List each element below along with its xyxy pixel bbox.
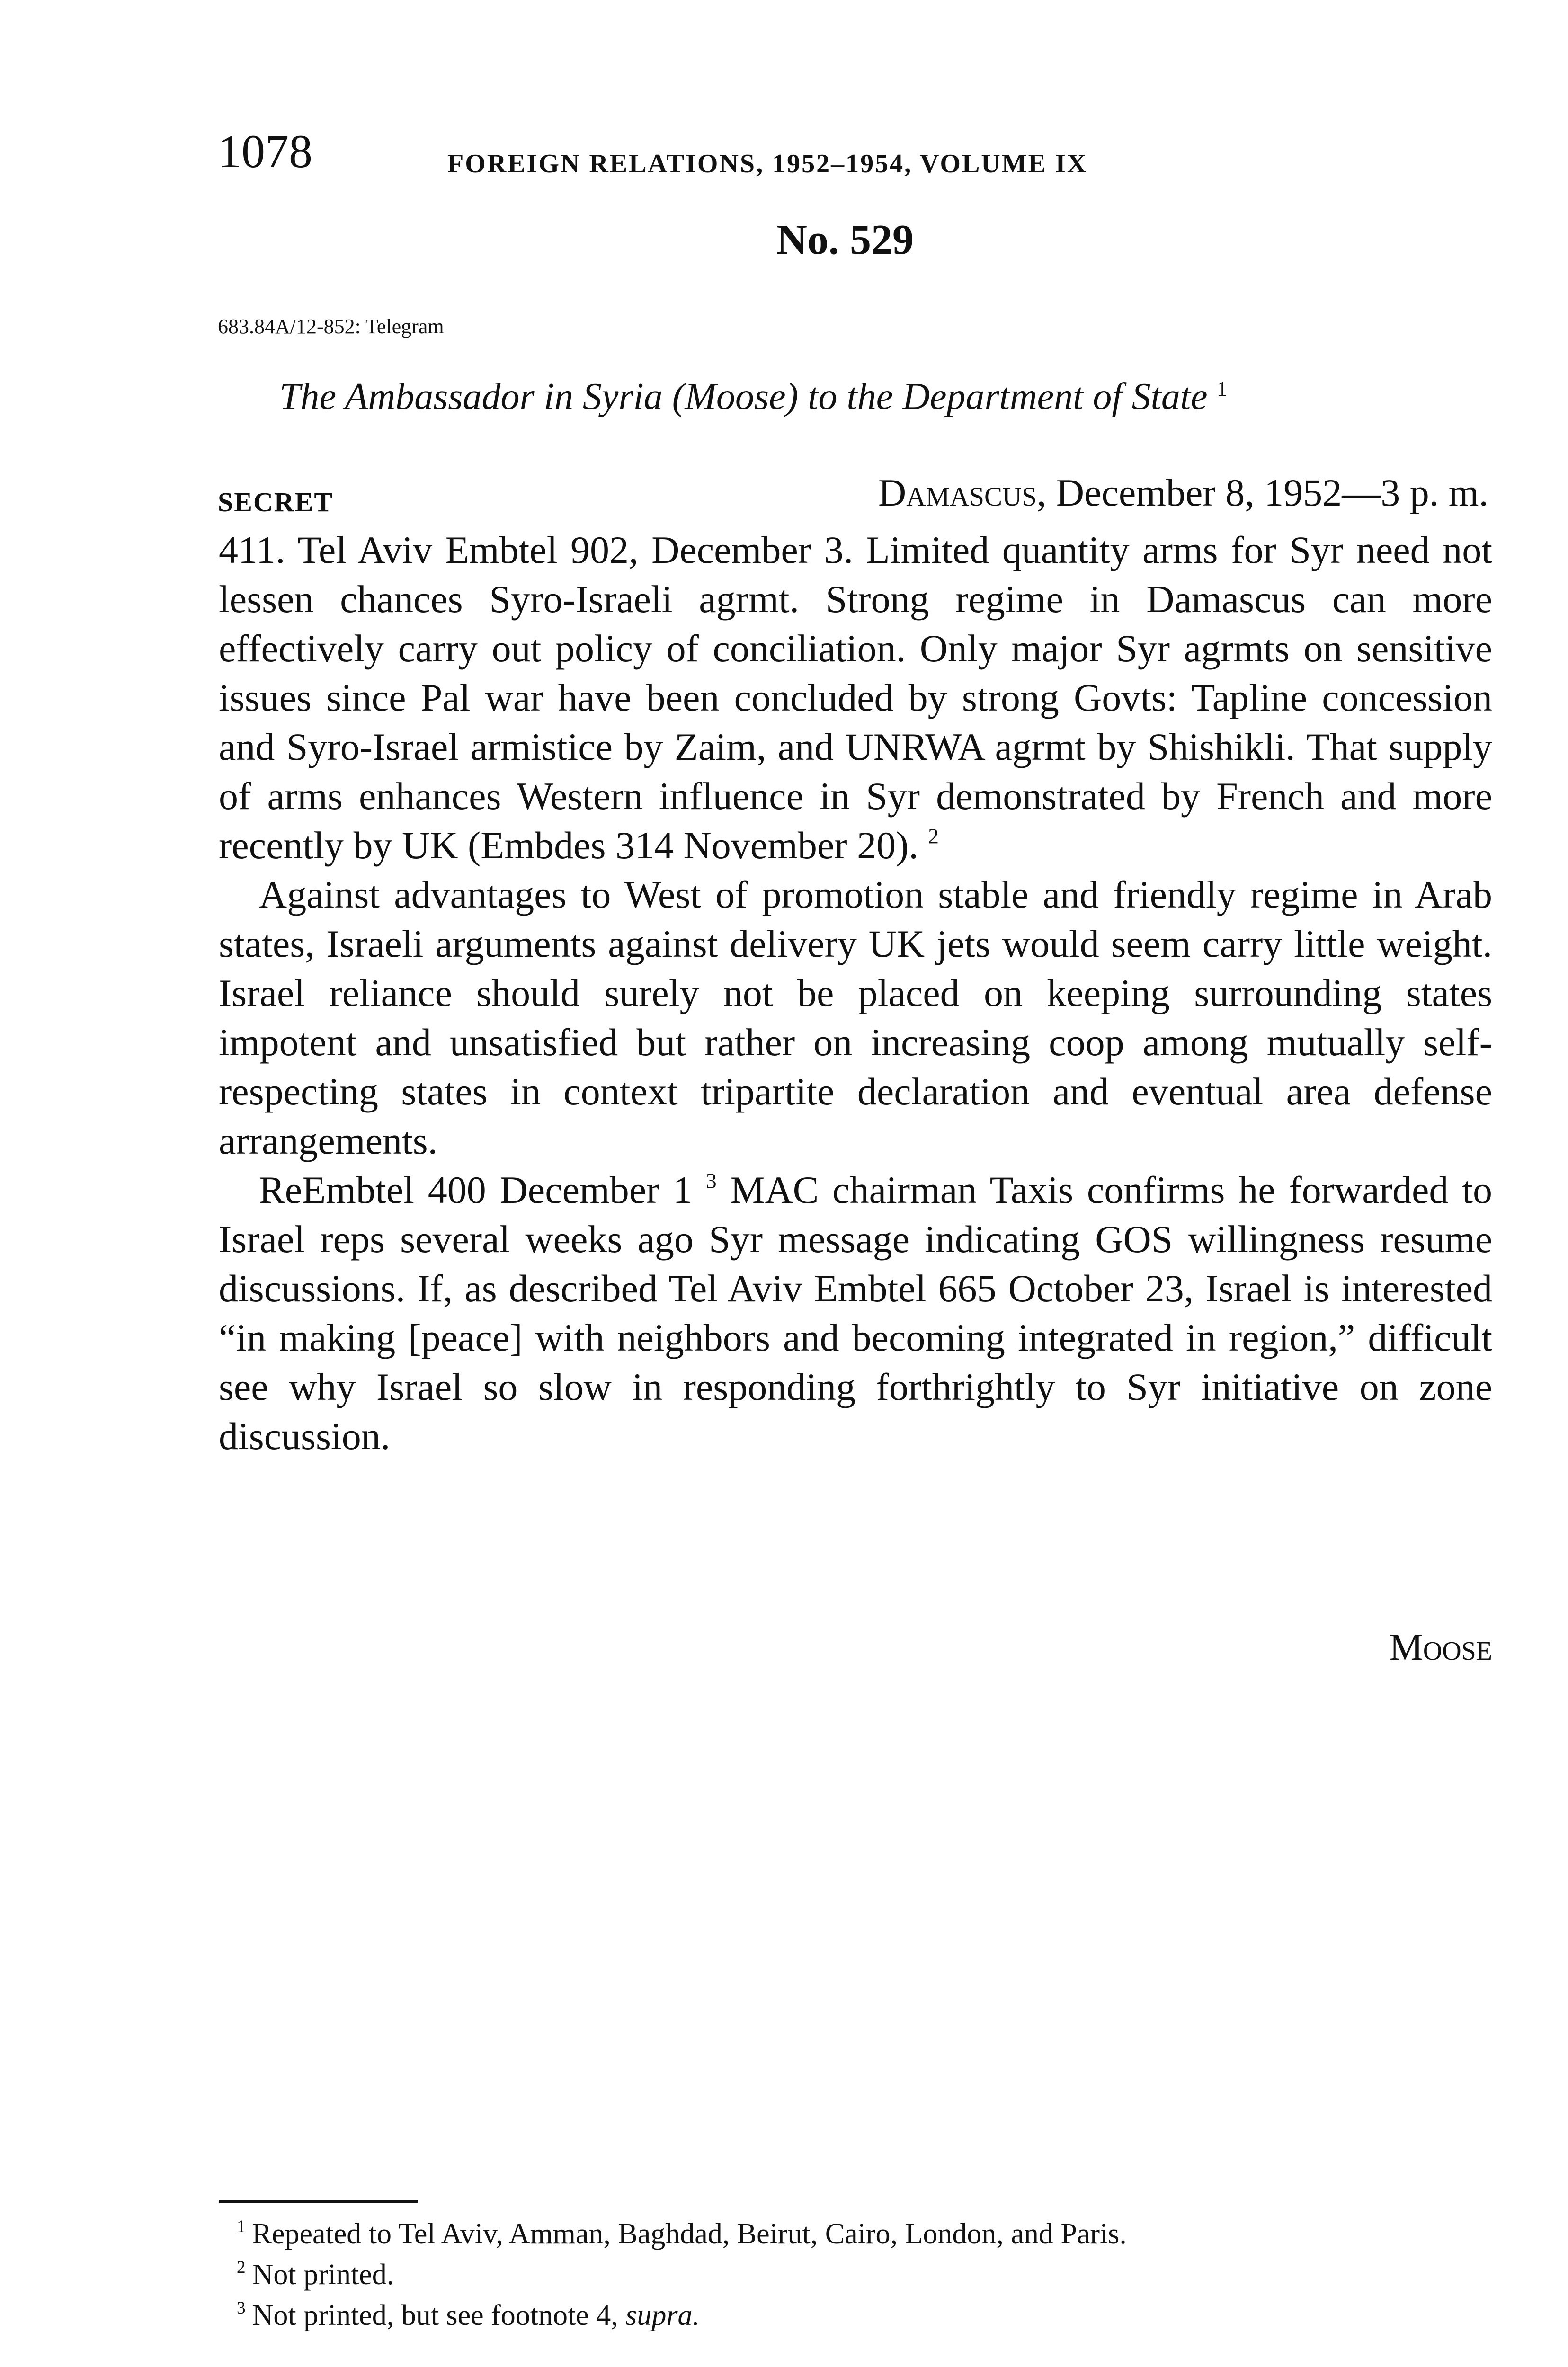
footnote-number: 2 [237,2257,246,2277]
paragraph-text: 411. Tel Aviv Embtel 902, December 3. Limited quantity arms for Syr need not lessen chances Syro-Israeli agrmt. Strong regime in Damascus can more effectively carry out policy of conciliation. Only major Syr agrmts on sensitive issues since Pal war have been concluded by strong Govts: Tapline concession and Syro-Israel armistice by Zaim, and UNRWA agrmt by Shishikli. That supply of arms enhances Western influence in Syr demonstrated by French and more recently by UK (Embdes 314 November 20). [219,528,1492,867]
file-reference: 683.84A/12-852: Telegram [218,315,444,338]
body-paragraph [219,525,1492,870]
body-paragraph [219,1166,1492,1461]
footnote-text: Repeated to Tel Aviv, Amman, Baghdad, Beirut, Cairo, London, and Paris. [252,2218,1127,2250]
footnote-text: Not printed, but see footnote 4, [252,2299,626,2331]
footnote-number: 3 [237,2298,246,2318]
classification-label: SECRET [218,487,334,517]
footnote [237,2254,1491,2295]
footnotes [237,2214,1491,2336]
place-date-line [878,473,1488,512]
signature: Moose [1389,1627,1492,1668]
footnote-ref: 3 [706,1169,717,1193]
paragraph-text: ReEmbtel 400 December 1 [259,1168,693,1211]
footnote-italic-text: supra. [625,2299,700,2331]
footnote-ref: 2 [928,824,939,848]
place-name: Damascus [878,471,1037,514]
date-time: , December 8, 1952—3 p. m. [1036,471,1488,514]
footnote [237,2295,1491,2336]
page-number: 1078 [218,125,312,178]
running-head: FOREIGN RELATIONS, 1952–1954, VOLUME IX [447,149,1088,178]
document-number: No. 529 [776,216,914,263]
title-footnote-ref: 1 [1217,377,1228,400]
paragraph-text: MAC chairman Taxis confirms he forwarded to Israel reps several weeks ago Syr message indicating GOS willingness resume discussions. If, as described Tel Aviv Embtel 665 October 23, Israel is interested “in making [peace] with neighbors and becoming integrated in region,” difficult see why Israel so slow in responding forthrightly to Syr initiative on zone discussion. [219,1168,1493,1458]
footnote-text: Not printed. [252,2259,394,2291]
body-paragraph [219,870,1492,1166]
document-title [279,374,1228,419]
footnote-number: 1 [237,2216,246,2236]
paragraph-text: Against advantages to West of promotion stable and friendly regime in Arab states, Israeli arguments against delivery UK jets would seem carry little weight. Israel reliance should surely not be placed on keeping surrounding states impotent and unsatisfied but rather on increasing coop among mutually self-respecting states in context tripartite declaration and eventual area defense arrangements. [219,873,1492,1162]
footnote-divider [219,2200,418,2203]
document-title-text: The Ambassador in Syria (Moose) to the Department of State [279,376,1208,418]
telegram-body [219,525,1492,1461]
footnote [237,2214,1491,2254]
